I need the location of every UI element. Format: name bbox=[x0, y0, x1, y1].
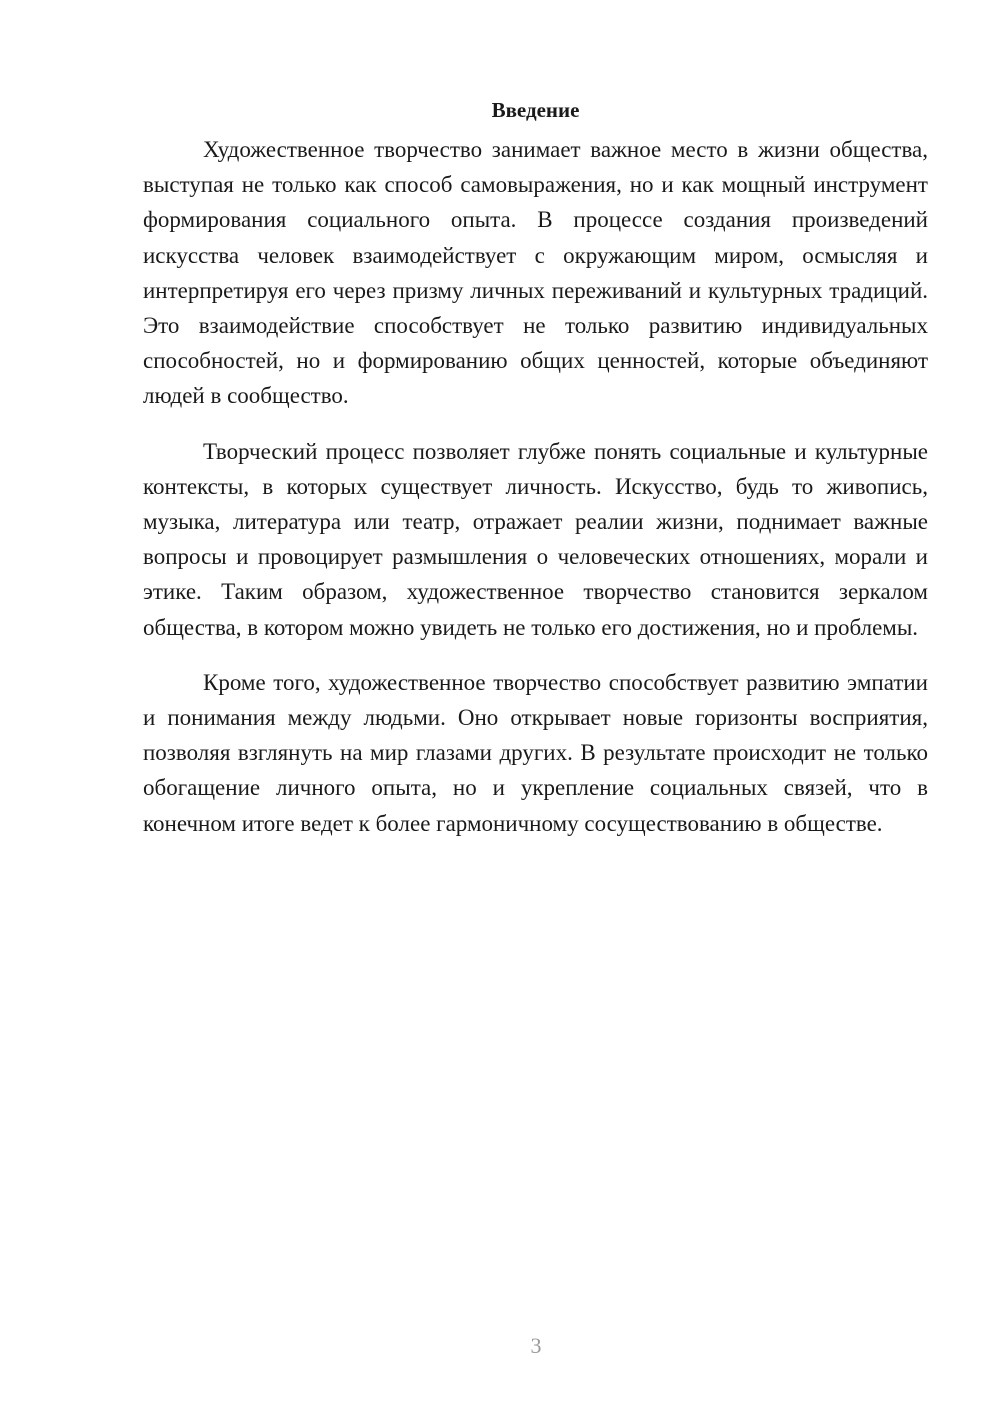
page-content bbox=[143, 95, 928, 841]
page-number: 3 bbox=[530, 1333, 542, 1358]
paragraph-3: Кроме того, художественное творчество способствует развитию эмпатии и понимания между людьми. Оно открывает новые горизонты восприятия, позволяя взглянуть на мир глазами других. В результате происходит не только обогащение личного опыта, но и укрепление социальных связей, что в конечном итоге ведет к более гармоничному сосуществованию в обществе. bbox=[143, 669, 928, 836]
section-heading: Введение bbox=[491, 98, 580, 122]
paragraph-2: Творческий процесс позволяет глубже понять социальные и культурные контексты, в которых существует личность. Искусство, будь то живопись, музыка, литература или театр, отражает реалии жизни, поднимает важные вопросы и провоцирует размышления о человеческих отношениях, морали и этике. Таким образом, художественное творчество становится зеркалом общества, в котором можно увидеть не только его достижения, но и проблемы. bbox=[143, 438, 928, 640]
paragraph-1: Художественное творчество занимает важное место в жизни общества, выступая не только как способ самовыражения, но и как мощный инструмент формирования социального опыта. В процессе создания произведений искусства человек взаимодействует с окружающим миром, осмысляя и интерпретируя его через призму личных переживаний и культурных традиций. Это взаимодействие способствует не только развитию индивидуальных способностей, но и формированию общих ценностей, которые объединяют людей в сообщество. bbox=[143, 137, 928, 409]
